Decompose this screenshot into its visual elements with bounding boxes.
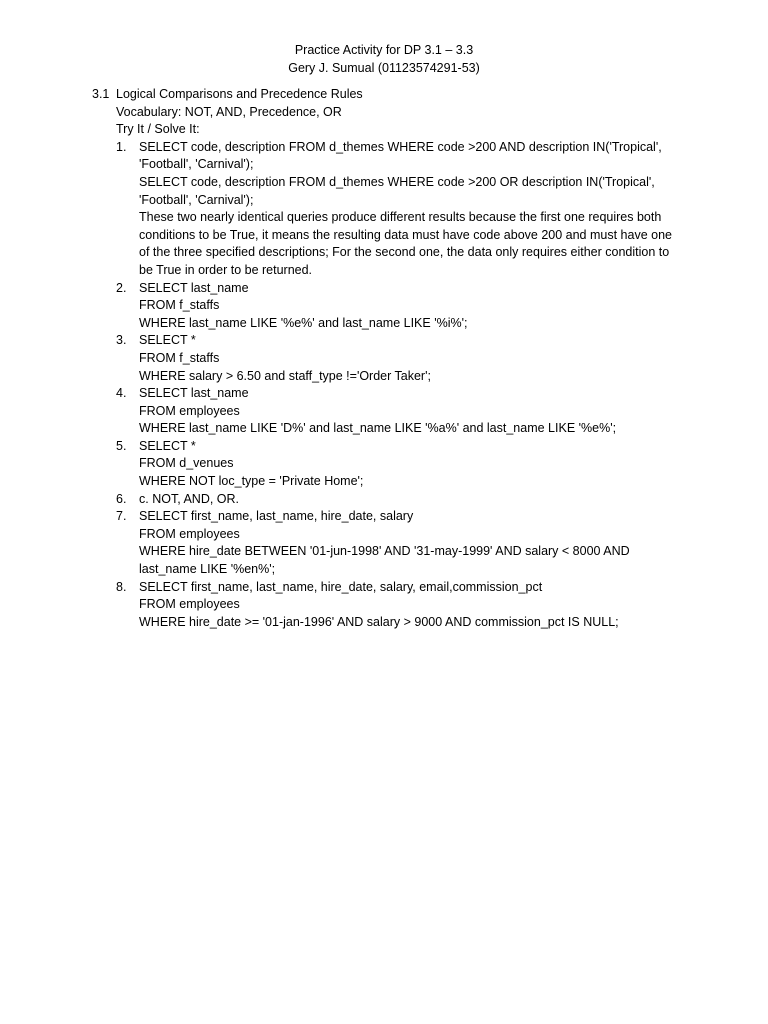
query-line: FROM employees: [139, 403, 240, 418]
document-title: Practice Activity for DP 3.1 – 3.3: [294, 43, 474, 57]
query-line: FROM d_venues: [139, 456, 234, 471]
query-line: WHERE salary > 6.50 and staff_type !='Order Taker';: [139, 368, 431, 383]
section-3-1: [92, 86, 692, 631]
query-line: WHERE hire_date >= '01-jan-1996' AND salary > 9000 AND commission_pct IS NULL;: [139, 614, 619, 629]
item-number: 1.: [116, 139, 127, 154]
author-line: Gery J. Sumual (01123574291-53): [288, 60, 480, 75]
query-line: FROM f_staffs: [139, 298, 220, 313]
query-line: FROM employees: [139, 526, 240, 541]
query-line: FROM f_staffs: [139, 350, 220, 365]
query-line: SELECT last_name: [139, 386, 249, 401]
item-body: [139, 385, 687, 438]
query-line: SELECT first_name, last_name, hire_date, salary, email,commission_pct: [139, 579, 543, 594]
list-item: [116, 491, 692, 509]
document-header: [0, 42, 768, 77]
query-line: 'Football', 'Carnival');: [139, 192, 254, 207]
query-line: WHERE hire_date BETWEEN '01-jun-1998' AND '31-may-1999' AND salary < 8000 AND: [139, 544, 630, 559]
query-line: SELECT *: [139, 333, 196, 348]
answer-list: [92, 139, 692, 632]
list-item: [116, 508, 692, 578]
item-number: 8.: [116, 579, 127, 594]
query-line: SELECT last_name: [139, 280, 249, 295]
query-line: WHERE last_name LIKE '%e%' and last_name LIKE '%i%';: [139, 315, 468, 330]
section-title: Logical Comparisons and Precedence Rules: [116, 87, 363, 101]
explanation-paragraph: These two nearly identical queries produce different results because the first one requires both conditions to be True, it means the resulting data must have code above 200 and must have one of the three specified descriptions; For the second one, the data only requires either condition to be True in order to be returned.: [139, 210, 672, 277]
query-line: FROM employees: [139, 597, 240, 612]
item-body: [139, 280, 687, 333]
query-line: SELECT *: [139, 438, 196, 453]
list-item: [116, 280, 692, 333]
section-heading: [92, 86, 692, 104]
item-body: [139, 139, 687, 280]
query-line: SELECT code, description FROM d_themes WHERE code >200 AND description IN('Tropical',: [139, 139, 662, 154]
list-item: [116, 579, 692, 632]
query-line: WHERE last_name LIKE 'D%' and last_name LIKE '%a%' and last_name LIKE '%e%';: [139, 421, 617, 436]
vocabulary-line: Vocabulary: NOT, AND, Precedence, OR: [116, 104, 342, 119]
list-item: [116, 385, 692, 438]
query-line: 'Football', 'Carnival');: [139, 157, 254, 172]
query-line: WHERE NOT loc_type = 'Private Home';: [139, 474, 364, 489]
list-item: [116, 139, 692, 280]
item-body: [139, 508, 687, 578]
item-number: 4.: [116, 386, 127, 401]
item-body: [139, 491, 687, 509]
query-line: last_name LIKE '%en%';: [139, 562, 276, 577]
try-it-line: Try It / Solve It:: [116, 122, 200, 137]
item-body: [139, 332, 687, 385]
item-number: 7.: [116, 509, 127, 524]
list-item: [116, 332, 692, 385]
section-number: 3.1: [92, 87, 110, 101]
item-number: 6.: [116, 491, 127, 506]
item-body: [139, 438, 687, 491]
item-body: [139, 579, 687, 632]
item-number: 5.: [116, 438, 127, 453]
list-item: [116, 438, 692, 491]
query-line: SELECT code, description FROM d_themes WHERE code >200 OR description IN('Tropical',: [139, 174, 655, 189]
item-number: 3.: [116, 333, 127, 348]
query-line: SELECT first_name, last_name, hire_date, salary: [139, 509, 414, 524]
answer-line: c. NOT, AND, OR.: [139, 491, 240, 506]
item-number: 2.: [116, 280, 127, 295]
